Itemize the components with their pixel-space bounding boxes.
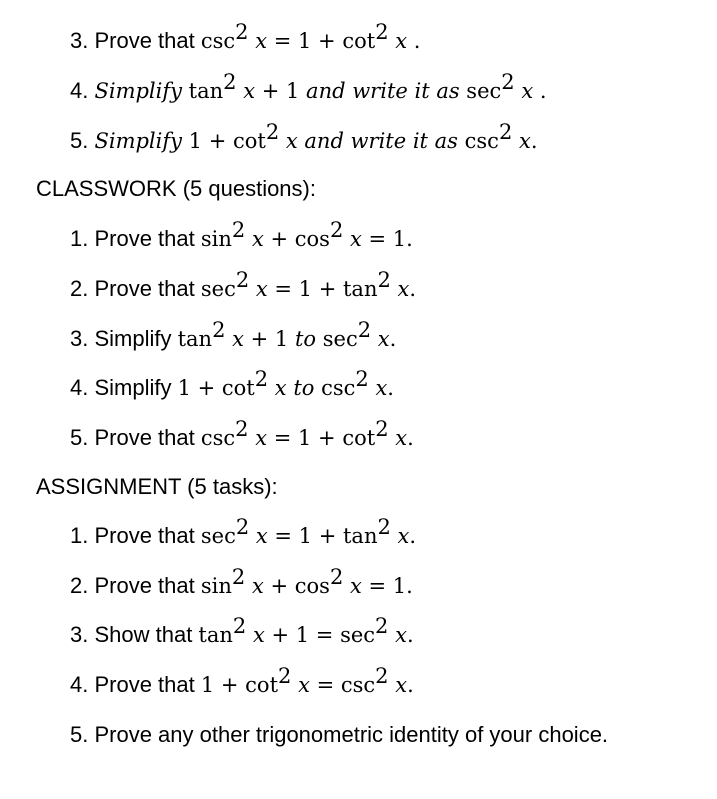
list-item [70, 218, 413, 252]
text-run: = 1. [361, 574, 413, 598]
text-run: 4. [70, 78, 95, 103]
superscript: 2 [377, 515, 391, 539]
text-run: . [407, 29, 421, 53]
superscript: 2 [278, 664, 292, 688]
text-run: 4. Prove that [70, 672, 201, 697]
text-run: 3. Prove that [70, 28, 201, 53]
text-run: sec [200, 277, 236, 301]
text-run: . [533, 79, 547, 103]
text-run: = 1. [361, 227, 413, 251]
text-run: x [514, 79, 534, 103]
text-run: x [246, 623, 265, 647]
text-run: . [407, 426, 414, 450]
superscript: 2 [329, 565, 344, 589]
text-run: 5. Prove any other trigonometric identity of your choice. [70, 722, 609, 747]
text-run: + cos [263, 574, 330, 598]
list-item [70, 515, 417, 549]
text-run: 1. Prove that [70, 523, 201, 548]
text-run: x [343, 574, 362, 598]
text-run: x [245, 574, 264, 598]
text-run: csc [200, 29, 236, 53]
text-run: x [248, 426, 268, 450]
superscript: 2 [223, 70, 237, 94]
text-run: = 1 + tan [267, 524, 378, 548]
text-run: x and write it as [279, 129, 465, 153]
superscript: 2 [265, 120, 280, 144]
text-run: x [249, 277, 268, 301]
text-run: sec [322, 327, 358, 351]
text-run: x [388, 426, 408, 450]
list-item [70, 318, 397, 352]
text-run: 5. [70, 128, 95, 153]
text-run: tan [177, 327, 213, 351]
text-run: 2. Prove that [70, 276, 201, 301]
superscript: 2 [375, 614, 389, 638]
text-run: sin [200, 574, 232, 598]
superscript: 2 [231, 218, 246, 242]
text-run: csc [464, 129, 499, 153]
section-heading [36, 474, 278, 500]
superscript: 2 [329, 218, 344, 242]
list-item [70, 120, 538, 154]
text-run: csc [200, 426, 236, 450]
text-run: x [368, 376, 388, 400]
superscript: 2 [235, 20, 249, 44]
text-run: x [249, 524, 268, 548]
text-run: . [389, 327, 397, 351]
text-run: x [225, 327, 244, 351]
list-item [70, 367, 394, 401]
text-run: . [407, 673, 414, 697]
text-run: x [236, 79, 256, 103]
text-run: x [343, 227, 362, 251]
text-run: tan [188, 79, 224, 103]
text-run: = 1 + tan [267, 277, 378, 301]
list-item [70, 20, 421, 54]
text-run: 5. Prove that [70, 425, 201, 450]
text-run: 1. Prove that [70, 226, 201, 251]
section-heading [36, 176, 316, 202]
text-run: + cos [263, 227, 330, 251]
text-run: 4. Simplify [70, 375, 178, 400]
list-item [70, 417, 414, 451]
superscript: 2 [235, 268, 250, 292]
superscript: 2 [235, 515, 250, 539]
list-item [70, 268, 417, 302]
text-run: x [245, 227, 264, 251]
superscript: 2 [254, 367, 269, 391]
superscript: 2 [232, 614, 247, 638]
text-run: and write it as [306, 79, 467, 103]
text-run: x [390, 524, 410, 548]
text-run: x [248, 29, 268, 53]
superscript: 2 [231, 565, 246, 589]
text-run: + 1 = sec [264, 623, 376, 647]
text-run: = csc [309, 673, 376, 697]
text-run: . [406, 623, 414, 647]
text-run: sec [200, 524, 236, 548]
superscript: 2 [377, 268, 391, 292]
list-item [70, 722, 608, 748]
superscript: 2 [357, 318, 372, 342]
text-run: 1 + cot [177, 376, 255, 400]
text-run: x [388, 623, 407, 647]
text-run: . [409, 277, 417, 301]
text-run: Simplify [94, 129, 189, 153]
superscript: 2 [375, 417, 389, 441]
list-item [70, 664, 414, 698]
text-run: = 1 + cot [267, 29, 376, 53]
list-item [70, 565, 413, 599]
text-run: 2. Prove that [70, 573, 201, 598]
text-run: ASSIGNMENT (5 tasks): [36, 474, 278, 499]
text-run: 3. Simplify [70, 326, 178, 351]
superscript: 2 [375, 664, 389, 688]
text-run: 1 + cot [188, 129, 266, 153]
text-run: . [409, 524, 417, 548]
superscript: 2 [235, 417, 249, 441]
text-run: sin [200, 227, 232, 251]
text-run: CLASSWORK (5 questions): [36, 176, 316, 201]
text-run: 3. Show that [70, 622, 199, 647]
text-run: x [388, 673, 408, 697]
text-run: + 1 [255, 79, 307, 103]
text-run: tan [198, 623, 233, 647]
list-item [70, 70, 547, 104]
list-item [70, 614, 414, 648]
text-run: csc [321, 376, 356, 400]
text-run: . [530, 129, 538, 153]
text-run: 1 + cot [200, 673, 279, 697]
text-run: sec [466, 79, 502, 103]
text-run: to [294, 327, 323, 351]
superscript: 2 [355, 367, 369, 391]
superscript: 2 [375, 20, 389, 44]
text-run: + 1 [243, 327, 295, 351]
superscript: 2 [498, 120, 513, 144]
text-run: = 1 + cot [267, 426, 376, 450]
superscript: 2 [212, 318, 226, 342]
superscript: 2 [501, 70, 515, 94]
text-run: x [371, 327, 390, 351]
text-run: . [387, 376, 394, 400]
text-run: x [291, 673, 310, 697]
text-run: x [512, 129, 531, 153]
text-run: Simplify [94, 79, 189, 103]
text-run: x [388, 29, 408, 53]
text-run: x [390, 277, 410, 301]
text-run: x to [268, 376, 322, 400]
